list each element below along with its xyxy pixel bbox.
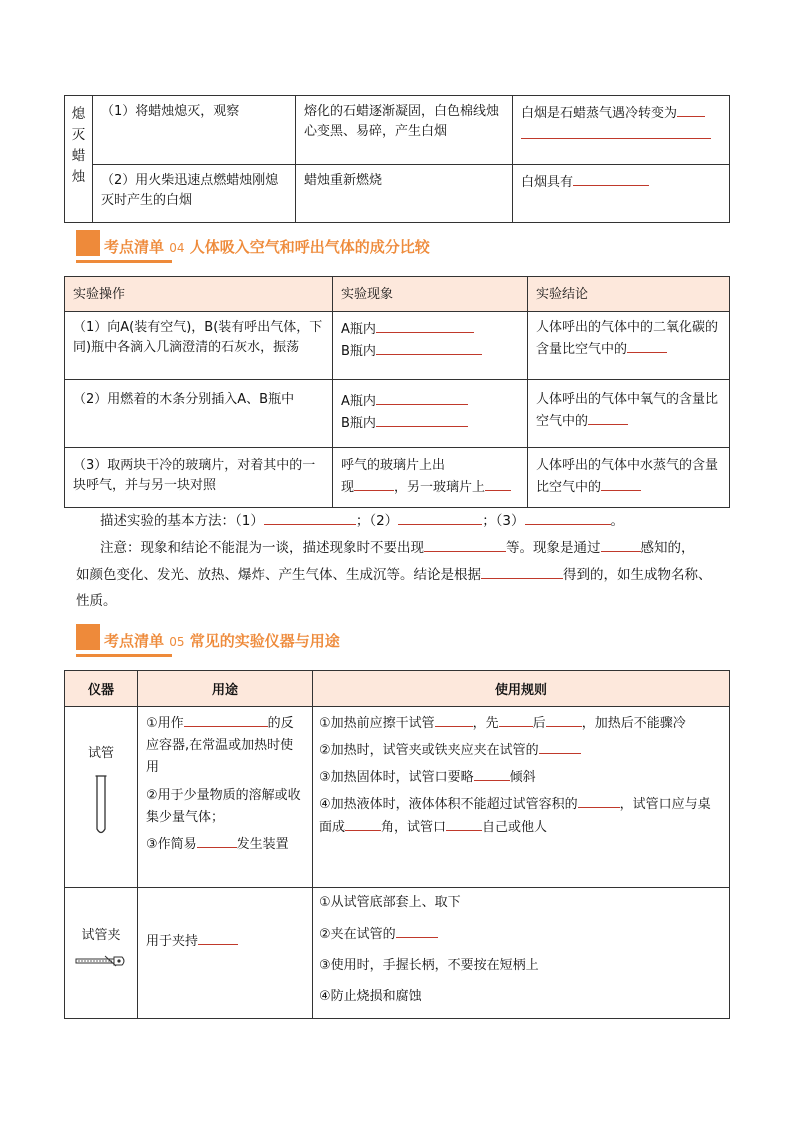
rule-text: ④防止烧损和腐蚀	[319, 989, 422, 1004]
method-text: 描述实验的基本方法：（1）	[100, 513, 264, 529]
answer-blank[interactable]	[264, 510, 356, 525]
test-tube-clamp-icon	[75, 954, 127, 968]
answer-blank[interactable]	[446, 816, 482, 831]
rule-text: ②加热时，试管夹或铁夹应夹在试管的	[319, 743, 539, 758]
table-cell	[333, 380, 528, 448]
table-cell	[65, 448, 333, 508]
conclusion-label: 人体呼出的气体中水蒸气的含量比空气中的	[536, 458, 719, 495]
phenomenon-text: 熔化的石蜡逐渐凝固，白色棉线烛心变黑、易碎，产生白烟	[304, 104, 500, 139]
answer-blank[interactable]	[588, 410, 628, 425]
note-text: 如颜色变化、发光、放热、爆炸、产生气体、生成沉等。结论是根据	[76, 567, 481, 583]
header-conclusion: 实验结论	[536, 287, 589, 302]
conclusion-label: 白烟是石蜡蒸气遇冷转变为	[521, 106, 678, 121]
use-text: 的反应容器,在常温或加热时使用	[146, 716, 294, 775]
answer-blank[interactable]	[546, 712, 582, 727]
rule-text: ，加热后不能骤冷	[581, 716, 686, 731]
instrument-name: 试管	[87, 746, 114, 761]
answer-blank[interactable]	[521, 124, 711, 139]
table-cell	[528, 448, 730, 508]
note-text: 感知的，	[640, 540, 695, 556]
section-04-heading	[76, 230, 476, 264]
rule-text: ③加热固体时，试管口要略	[319, 770, 474, 785]
header-instrument: 仪器	[65, 671, 138, 707]
answer-blank[interactable]	[573, 171, 649, 186]
conclusion-label: 白烟具有	[521, 175, 574, 190]
section-05-heading	[76, 624, 476, 658]
table-cell	[528, 380, 730, 448]
table-cell	[513, 96, 730, 165]
note-line-3	[76, 591, 376, 611]
rule-text: ③使用时，手握长柄，不要按在短柄上	[319, 958, 539, 973]
section-title-text: 常见的实验仪器与用途	[189, 632, 340, 650]
answer-blank[interactable]	[435, 712, 473, 727]
answer-blank[interactable]	[345, 816, 381, 831]
header-rules: 使用规则	[313, 671, 730, 707]
phenomenon-text: 呼气的玻璃片上出	[341, 458, 446, 473]
answer-blank[interactable]	[539, 739, 581, 754]
answer-blank[interactable]	[499, 712, 533, 727]
method-line	[100, 510, 740, 531]
conclusion-label: 人体呼出的气体中的二氧化碳的含量比空气中的	[536, 320, 719, 357]
section-label: 考点清单	[104, 238, 165, 256]
header-uses: 用途	[138, 671, 313, 707]
table-cell	[93, 165, 296, 223]
conclusion-label: 人体呼出的气体中氧气的含量比空气中的	[536, 392, 719, 429]
test-tube-icon	[95, 775, 107, 837]
answer-blank[interactable]	[485, 476, 511, 491]
section-marker-icon	[76, 624, 100, 650]
answer-blank[interactable]	[677, 102, 705, 117]
use-text: 用于夹持	[146, 934, 199, 949]
header-phenomenon: 实验现象	[341, 287, 394, 302]
rules-cell	[313, 707, 730, 888]
phenomenon-text: 蜡烛重新燃烧	[304, 173, 383, 188]
instrument-cell	[65, 707, 138, 888]
uses-cell	[138, 707, 313, 888]
answer-blank[interactable]	[578, 793, 620, 808]
section-marker-icon	[76, 230, 100, 256]
operation-text: （2）用燃着的木条分别插入A、B瓶中	[73, 392, 295, 407]
answer-blank[interactable]	[424, 537, 506, 552]
phenomenon-text: 现	[341, 480, 355, 495]
rule-text: 角，试管口	[381, 820, 447, 835]
rule-text: 倾斜	[509, 770, 536, 785]
note-text: 注意：现象和结论不能混为一谈，描述现象时不要出现	[100, 540, 424, 556]
answer-blank[interactable]	[627, 338, 667, 353]
rule-text: ①从试管底部套上、取下	[319, 895, 461, 910]
row-header-cell	[65, 96, 93, 223]
method-text: ；（3）	[482, 513, 525, 529]
answer-blank[interactable]	[354, 476, 394, 491]
note-line-1	[100, 537, 740, 558]
answer-blank[interactable]	[525, 510, 611, 525]
table-cell	[296, 96, 513, 165]
note-line-2	[76, 564, 746, 585]
rule-text: ④加热液体时，液体体积不能超过试管容积的	[319, 797, 578, 812]
bottle-b-label: B瓶内	[341, 416, 376, 431]
answer-blank[interactable]	[184, 712, 268, 727]
answer-blank[interactable]	[398, 510, 482, 525]
row-header-text: 熄灭蜡烛	[71, 106, 86, 185]
table-cell	[333, 448, 528, 508]
use-text: ①用作	[146, 716, 184, 731]
section-title-text: 人体吸入空气和呼出气体的成分比较	[189, 238, 430, 256]
instrument-table	[64, 670, 730, 1019]
rule-text: ①加热前应擦干试管	[319, 716, 435, 731]
header-operation: 实验操作	[73, 287, 126, 302]
rule-text: ，试管口应与桌面成	[319, 797, 711, 835]
section-underline	[76, 654, 172, 657]
conclusion-text	[513, 96, 729, 152]
section-label: 考点清单	[104, 632, 165, 650]
method-text: ；（2）	[355, 513, 399, 529]
answer-blank[interactable]	[601, 537, 641, 552]
rule-text: ②夹在试管的	[319, 927, 396, 942]
bottle-b-label: B瓶内	[341, 344, 376, 359]
section-underline	[76, 260, 172, 263]
instrument-cell	[65, 888, 138, 1019]
rules-cell	[313, 888, 730, 1019]
table-cell	[65, 380, 333, 448]
answer-blank[interactable]	[197, 833, 237, 848]
section-number: 04	[169, 241, 185, 255]
rule-text: ，先	[472, 716, 499, 731]
phenomenon-text: ，另一玻璃片上	[394, 480, 486, 495]
table-cell	[65, 312, 333, 380]
section-title	[104, 630, 340, 651]
answer-blank[interactable]	[396, 923, 438, 938]
section-title	[104, 236, 430, 257]
rule-text: 后	[532, 716, 546, 731]
use-text: ②用于少量物质的溶解或收集少量气体；	[146, 788, 301, 825]
bottle-a-label: A瓶内	[341, 394, 376, 409]
breath-comparison-table	[64, 276, 730, 508]
use-text: 发生装置	[236, 837, 289, 852]
instrument-name: 试管夹	[81, 928, 121, 943]
candle-table	[64, 95, 730, 223]
table-cell	[333, 312, 528, 380]
answer-blank[interactable]	[474, 766, 510, 781]
table-cell	[296, 165, 513, 223]
table-cell	[93, 96, 296, 165]
answer-blank[interactable]	[376, 340, 482, 355]
operation-text: （2）用火柴迅速点燃蜡烛刚熄灭时产生的白烟	[101, 173, 279, 208]
operation-text: （3）取两块干冷的玻璃片，对着其中的一块呼气，并与另一块对照	[73, 458, 316, 493]
note-text: 得到的，如生成物名称、	[563, 567, 712, 583]
conclusion-text	[513, 165, 729, 199]
rule-text: 自己或他人	[482, 820, 548, 835]
operation-text: （1）向A(装有空气)，B(装有呼出气体，下同)瓶中各滴入几滴澄清的石灰水，振荡	[73, 320, 323, 355]
answer-blank[interactable]	[376, 390, 468, 405]
bottle-a-label: A瓶内	[341, 322, 376, 337]
uses-cell	[138, 888, 313, 1019]
answer-blank[interactable]	[481, 564, 563, 579]
note-text: 性质。	[76, 593, 117, 609]
note-text: 等。现象是通过	[506, 540, 601, 556]
section-number: 05	[169, 635, 185, 649]
table-cell	[528, 312, 730, 380]
answer-blank[interactable]	[198, 930, 238, 945]
use-text: ③作简易	[146, 837, 197, 852]
table-cell	[513, 165, 730, 223]
method-text: 。	[610, 513, 625, 529]
answer-blank[interactable]	[376, 412, 468, 427]
answer-blank[interactable]	[376, 318, 474, 333]
answer-blank[interactable]	[601, 476, 641, 491]
operation-text: （1）将蜡烛熄灭，观察	[101, 104, 240, 119]
